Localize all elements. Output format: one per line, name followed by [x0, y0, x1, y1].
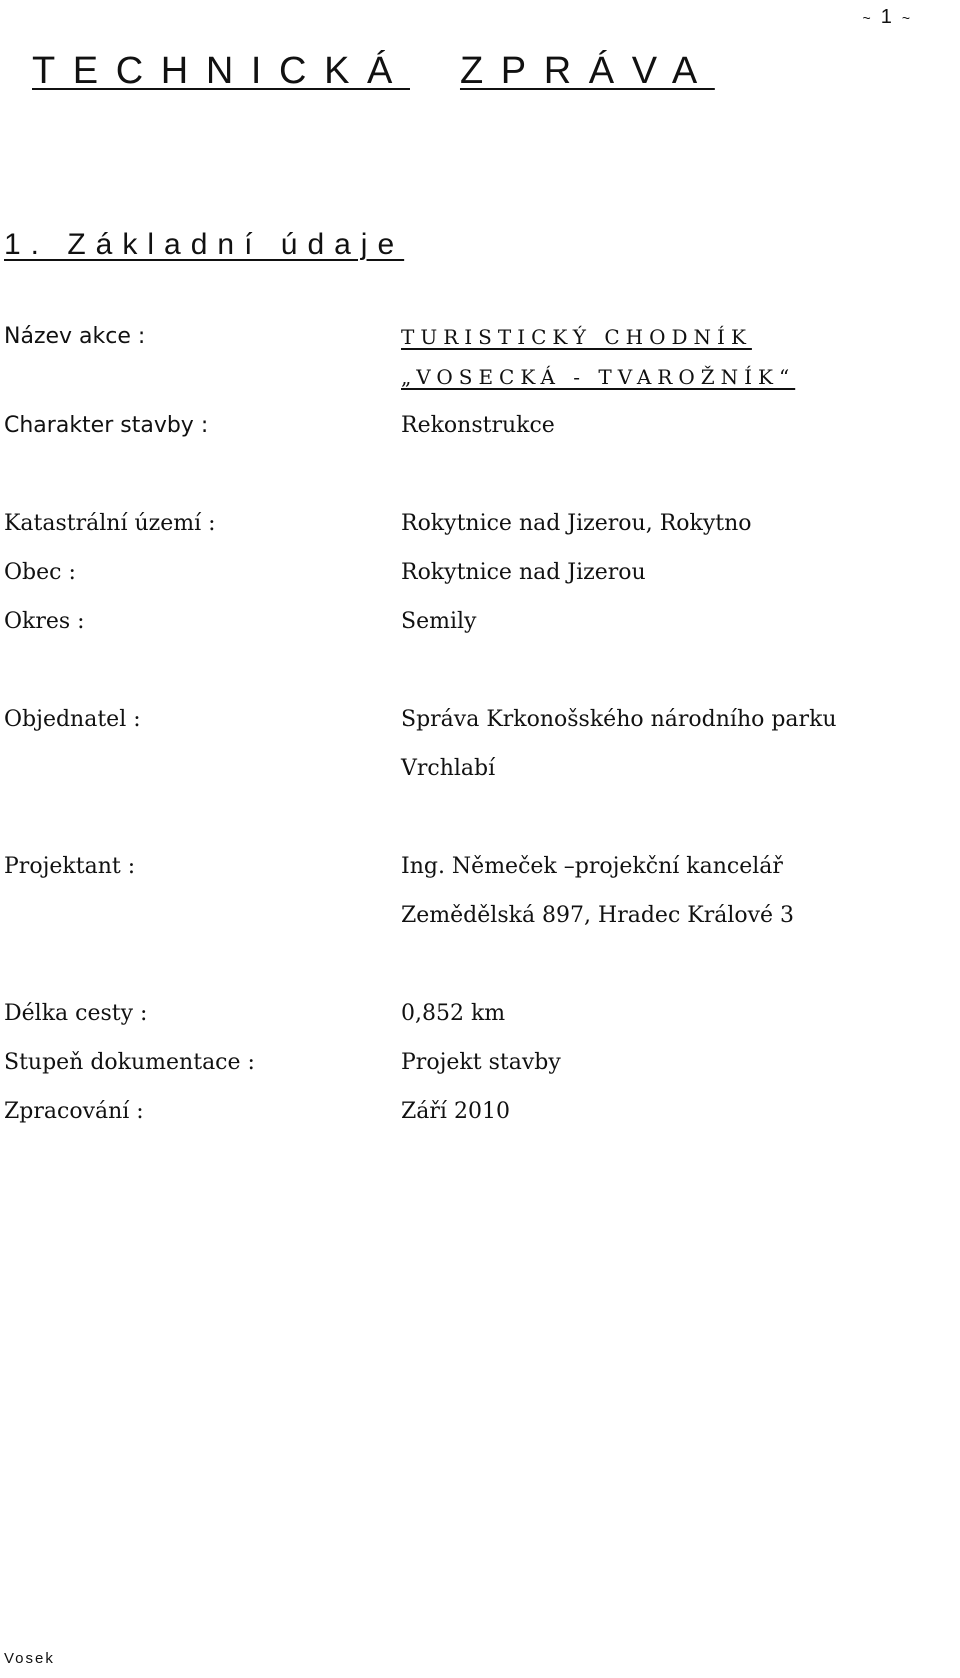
field-label: Obec :: [4, 560, 76, 585]
field-katastr: [4, 507, 934, 541]
field-label: Délka cesty :: [4, 1001, 148, 1026]
field-label: Stupeň dokumentace :: [4, 1050, 255, 1075]
field-objednatel: [4, 703, 934, 737]
field-label: Katastrální území :: [4, 511, 216, 536]
field-value: Správa Krkonošského národního parku: [401, 707, 837, 732]
document-title: [32, 48, 932, 94]
field-label: Okres :: [4, 609, 85, 634]
field-value: „VOSECKÁ - TVAROŽNÍK“: [401, 365, 796, 389]
tilde-right: ~: [901, 9, 910, 26]
field-label: Název akce :: [4, 324, 146, 349]
field-objednatel-line2: [4, 752, 934, 786]
field-label: Objednatel :: [4, 707, 141, 732]
footer-text: Vosek: [4, 1650, 55, 1667]
field-value: Vrchlabí: [401, 756, 496, 781]
field-value: Rokytnice nad Jizerou: [401, 560, 646, 585]
field-delka: [4, 997, 934, 1031]
field-value: Projekt stavby: [401, 1050, 561, 1075]
page-number-value: 1: [880, 6, 892, 28]
field-stupen: [4, 1046, 934, 1080]
field-value: Září 2010: [401, 1099, 510, 1124]
field-nazev-akce-line2: [4, 360, 934, 394]
field-label: Charakter stavby :: [4, 413, 209, 438]
field-okres: [4, 605, 934, 639]
field-projektant-line2: [4, 899, 934, 933]
field-label: Projektant :: [4, 854, 136, 879]
title-part-1: TECHNICKÁ: [32, 50, 410, 92]
field-projektant: [4, 850, 934, 884]
field-zpracovani: [4, 1095, 934, 1129]
field-value: Zemědělská 897, Hradec Králové 3: [401, 903, 795, 928]
section-title: 1. Základní údaje: [4, 228, 405, 261]
field-label: Zpracování :: [4, 1099, 144, 1124]
field-value: 0,852 km: [401, 1001, 506, 1026]
field-value: Rekonstrukce: [401, 413, 555, 438]
field-value: Rokytnice nad Jizerou, Rokytno: [401, 511, 752, 536]
tilde-left: ~: [862, 9, 871, 26]
field-charakter: [4, 409, 934, 443]
field-value: TURISTICKÝ CHODNÍK: [401, 325, 752, 349]
field-value: Ing. Němeček –projekční kancelář: [401, 854, 783, 879]
field-obec: [4, 556, 934, 590]
title-part-2: ZPRÁVA: [459, 50, 715, 92]
page-number: [853, 6, 921, 29]
field-nazev-akce: [4, 320, 934, 354]
field-value: Semily: [401, 609, 477, 634]
